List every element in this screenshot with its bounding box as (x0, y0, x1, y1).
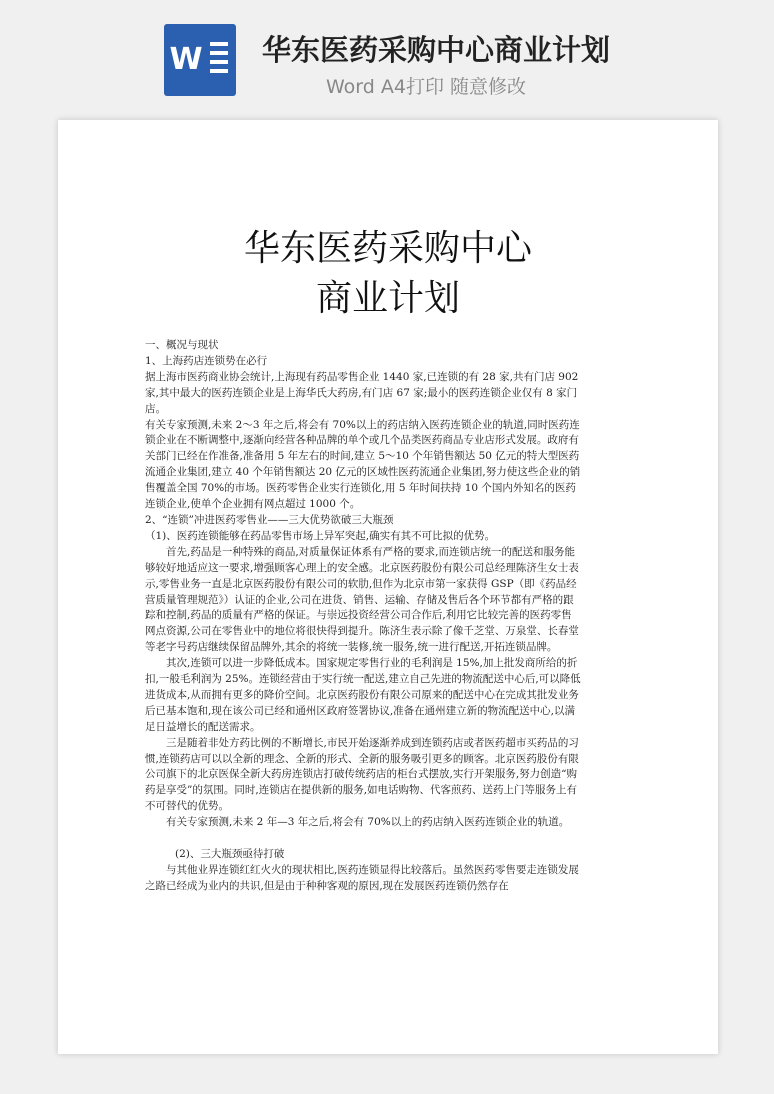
body-paragraph: 其次,连锁可以进一步降低成本。国家规定零售行业的毛利润是 15%,加上批发商所给的折扣,一般毛利润为 25%。连锁经营由于实行统一配送,建立自己先进的物流配送中心后,可以降低进货成本,从而拥有更多的降价空间。北京医药股份有限公司原来的配送中心在完成其批发业务后已基本饱和,现在该公司已经和通州区政府签署协议,准备在通州建立新的物流配送中心,以满足日益增长的配送需求。 (145, 657, 581, 733)
word-doc-icon (164, 24, 236, 96)
body-paragraph: 首先,药品是一种特殊的商品,对质量保证体系有严格的要求,而连锁店统一的配送和服务能够较好地适应这一要求,增强顾客心理上的安全感。北京医药股份有限公司总经理陈济生女士表示,零售业务一直是北京医药股份有限公司的软肋,但作为北京市第一家获得 GSP（即《药品经营质量管理规范》）认证的企业,公司在进货、销售、运输、存储及售后各个环节都有严格的跟踪和控制,药品的质量有严格的保证。与崇远投资经营公司合作后,利用它比较完善的医药零售网点资源,公司在零售业中的地位将很快得到提升。陈济生表示除了像千芝堂、万泉堂、长春堂等老字号药店继续保留品牌外,其余的将统一装修,统一服务,统一进行配送,开拓连锁品牌。 (145, 545, 579, 654)
page-header (0, 0, 774, 110)
point-heading: (2)、三大瓶颈亟待打破 (175, 848, 285, 861)
document-title (58, 224, 718, 324)
body-paragraph: 有关专家预测,未来 2～3 年之后,将会有 70%以上的药店纳入医药连锁企业的轨道,同时医药连锁企业在不断调整中,逐渐向经营各种品牌的单个或几个品类医药商品专业店形式发展。政府有关部门已经在作准备,准备用 5 年左右的时间,建立 5～10 个年销售额达 50 亿元的特大型医药流通企业集团,建立 40 个年销售额达 20 亿元的区域性医药流通企业集团,努力使这些企业的销售覆盖全国 70%的市场。医药零售企业实行连锁化,用 5 年时间扶持 10 个国内外知名的医药连锁企业,使单个企业拥有网点超过 1000 个。 (145, 418, 581, 511)
word-icon-letter: W (169, 42, 203, 77)
body-paragraph: 与其他业界连锁红红火火的现状相比,医药连锁显得比较落后。虽然医药零售要走连锁发展之路已经成为业内的共识,但是由于种种客观的原因,现在发展医药连锁仍然存在 (145, 864, 579, 892)
subsection-heading: 2、“连锁”冲进医药零售业——三大优势欲破三大瓶颈 (145, 513, 394, 526)
point-heading: （1)、医药连锁能够在药品零售市场上异军突起,确实有其不可比拟的优势。 (145, 529, 496, 542)
header-subtitle: Word A4打印 随意修改 (326, 76, 527, 98)
word-icon-lines (210, 42, 228, 78)
body-paragraph: 据上海市医药商业协会统计,上海现有药品零售企业 1440 家,已连锁的有 28 家,共有门店 902 家,其中最大的医药连锁企业是上海华氏大药房,有门店 67 家;最小的医药连锁企业仅有 8 家门店。 (145, 370, 579, 415)
subsection-heading: 1、上海药店连锁势在必行 (145, 354, 268, 367)
header-title: 华东医药采购中心商业计划 (262, 33, 611, 67)
document-body (145, 338, 582, 895)
body-paragraph: 三是随着非处方药比例的不断增长,市民开始逐渐养成到连锁药店或者医药超市买药品的习惯,连锁药店可以以全新的理念、全新的形式、全新的服务吸引更多的顾客。北京医药股份有限公司旗下的北京医保全新大药房连锁店打破传统药店的柜台式摆放,实行开架服务,努力创造“购药是享受”的氛围。同时,连锁店在提供新的服务,如电话购物、代客煎药、送药上门等服务上有不可替代的优势。 (145, 736, 579, 813)
paragraph-gap (145, 831, 582, 847)
section-heading: 一、概况与现状 (145, 339, 219, 351)
document-page (58, 120, 718, 1054)
document-title-line-2: 商业计划 (315, 278, 460, 319)
body-paragraph: 有关专家预测,未来 2 年—3 年之后,将会有 70%以上的药店纳入医药连锁企业的轨道。 (166, 816, 570, 829)
document-title-line-1: 华东医药采购中心 (243, 228, 532, 269)
